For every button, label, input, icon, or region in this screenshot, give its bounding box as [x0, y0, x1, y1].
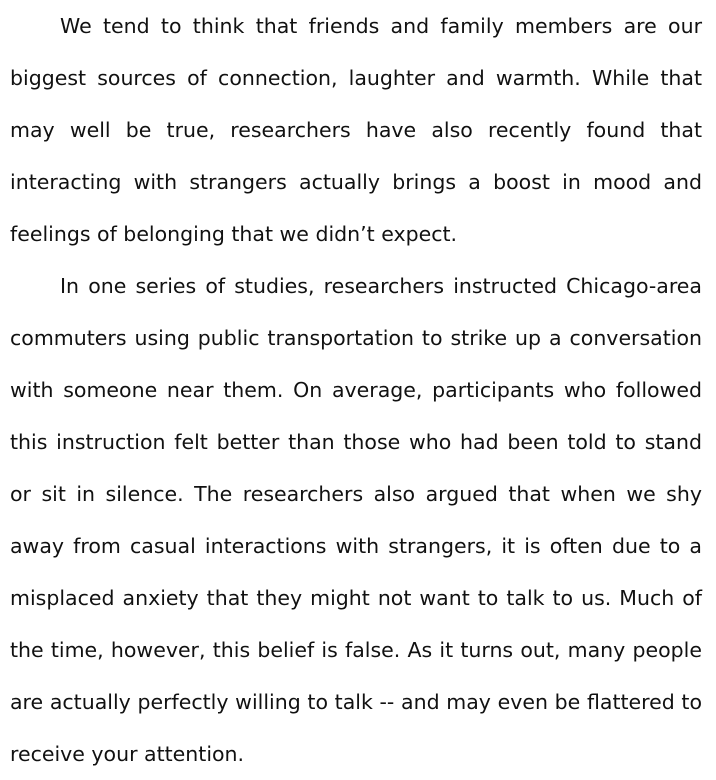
- document-page: [10, 0, 702, 777]
- paragraph-2: In one series of studies, researchers instructed Chicago-area commuters using public transportation to strike up a conversation with someone near them. On average, participants who followed this instruction felt better than those who had been told to stand or sit in silence. The researchers also argued that when we shy away from casual interactions with strangers, it is often due to a misplaced anxiety that they might not want to talk to us. Much of the time, however, this belief is false. As it turns out, many people are actually perfectly willing to talk -- and may even be flattered to receive your attention.: [10, 274, 702, 766]
- paragraph-1: We tend to think that friends and family members are our biggest sources of connection, laughter and warmth. While that may well be true, researchers have also recently found that interacting with strangers actually brings a boost in mood and feelings of belonging that we didn’t expect.: [10, 14, 702, 246]
